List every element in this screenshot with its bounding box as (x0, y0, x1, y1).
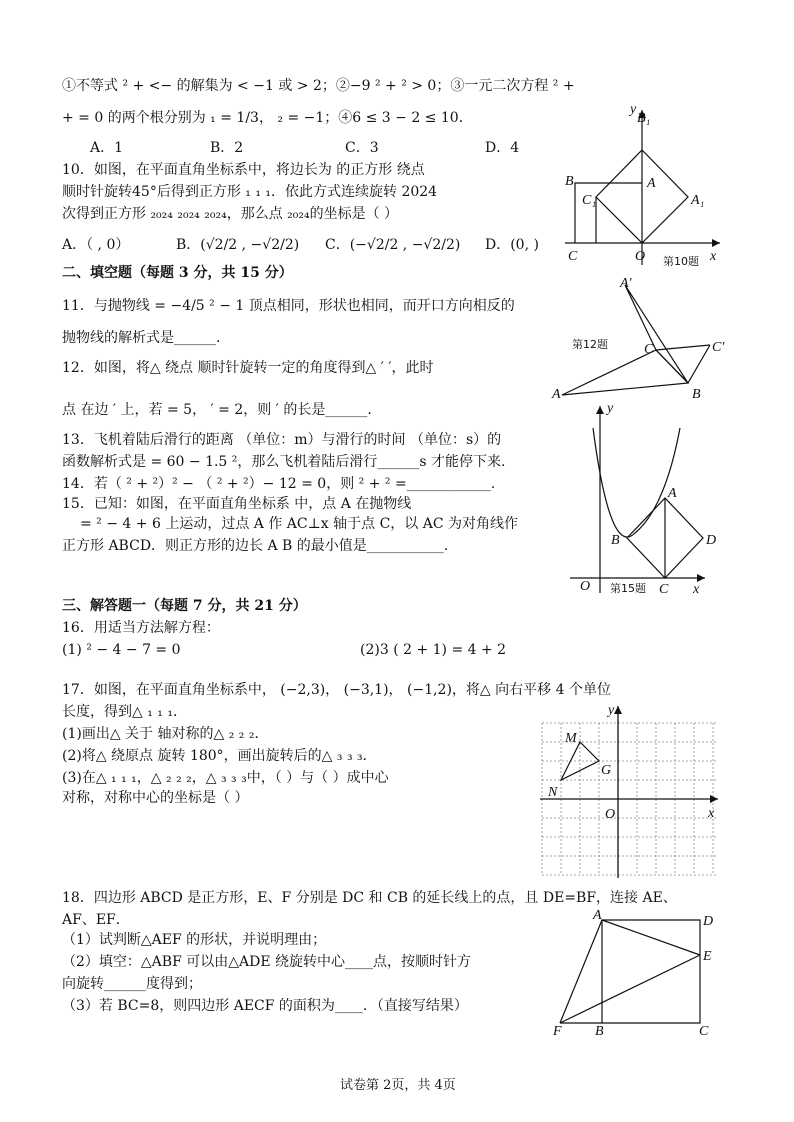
q18-line2: AF、EF． (62, 912, 130, 928)
q18-line1: 18．四边形 ABCD 是正方形，E、F 分别是 DC 和 CB 的延长线上的点，且 DE=BF，连接 AE、 (62, 890, 677, 906)
q17-part2: (2)将△ 绕原点 旋转 180°，画出旋转后的△ ₃ ₃ ₃． (62, 748, 377, 764)
q17-part3: (3)在△ ₁ ₁ ₁，△ ₂ ₂ ₂，△ ₃ ₃ ₃中，（ ）与（ ）成中心 (62, 770, 389, 786)
caption-q15: 第15题 (610, 582, 646, 595)
q15-line2: = ² − 4 + 6 上运动，过点 A 作 AC⊥x 轴于点 C，以 AC 为对角线作 (80, 516, 518, 532)
q10-option-c: C．(−√2/2 , −√2/2) (325, 237, 461, 253)
q13-line2: 函数解析式是 = 60 − 1.5 ²，那么飞机着陆后滑行______s 才能停下来. (62, 454, 506, 470)
q9-option-d: D．4 (485, 140, 520, 156)
figure-q10 (560, 100, 730, 268)
label-ap: A′ (620, 276, 632, 291)
label-y-q15: y (607, 401, 614, 416)
q10-line3: 次得到正方形 ₂₀₂₄ ₂₀₂₄ ₂₀₂₄，那么点 ₂₀₂₄的坐标是（ ） (62, 206, 399, 222)
label-x-q15: x (693, 582, 700, 597)
q9-option-c: C．3 (345, 140, 379, 156)
q15-line3: 正方形 ABCD．则正方形的边长 A B 的最小值是___________. (62, 538, 449, 554)
label-e-q18: E (703, 949, 712, 964)
page-footer: 试卷第 2页，共 4页 (340, 1078, 456, 1093)
label-d-q18: D (703, 914, 714, 929)
q17-part1: (1)画出△ 关于 轴对称的△ ₂ ₂ ₂． (62, 726, 269, 742)
figure-q15 (565, 398, 735, 598)
label-c1: C₁ (582, 193, 597, 208)
q10-option-d: D．(0, ) (485, 237, 539, 253)
q16-part1: (1) ² − 4 − 7 = 0 (62, 642, 181, 658)
q16-part2: (2)3 ( 2 + 1) = 4 + 2 (360, 642, 507, 658)
label-b-q15: B (611, 533, 620, 548)
section-3-title: 三、解答题一（每题 7 分，共 21 分） (62, 598, 307, 614)
label-d-q15: D (706, 533, 717, 548)
q11-line1: 11．与抛物线 = −4/5 ² − 1 顶点相同，形状也相同，而开口方向相反的 (62, 298, 515, 314)
q9-line2: + = 0 的两个根分别为 ₁ = 1/3， ₂ = −1；④6 ≤ 3 − 2 ≤ 10． (62, 110, 473, 126)
q10-line1: 10．如图，在平面直角坐标系中，将边长为 的正方形 绕点 (62, 162, 425, 178)
label-b-q12: B (692, 387, 701, 402)
label-y-q10: y (630, 102, 637, 117)
label-a-q15: A (668, 486, 677, 501)
section-2-title: 二、填空题（每题 3 分，共 15 分） (62, 265, 293, 281)
figure-q17 (536, 702, 726, 880)
caption-q10: 第10题 (663, 255, 699, 268)
label-a1: A₁ (691, 193, 705, 208)
figure-q18 (545, 905, 725, 1040)
label-o-q15: O (580, 579, 591, 594)
label-b-q10: B (565, 174, 574, 189)
label-c-q12: C (644, 342, 654, 357)
q18-part4: （3）若 BC=8，则四边形 AECF 的面积为____．（直接写结果） (62, 998, 468, 1014)
q18-part3: 向旋转______度得到； (62, 976, 202, 992)
label-x-q10: x (710, 249, 717, 264)
label-f-q18: F (553, 1024, 562, 1039)
q13-line1: 13．飞机着陆后滑行的距离 （单位：m）与滑行的时间 （单位：s）的 (62, 432, 502, 448)
q17-part4: 对称，对称中心的坐标是（ ） (62, 790, 249, 806)
q15-line1: 15．已知：如图，在平面直角坐标系 中，点 A 在抛物线 (62, 496, 412, 512)
q10-line2: 顺时针旋转45°后得到正方形 ₁ ₁ ₁．依此方式连续旋转 2024 (62, 184, 438, 200)
q9-option-a: A．1 (90, 140, 124, 156)
q9-line1: ①不等式 ² + <− 的解集为 < −1 或 > 2；②−9 ² + ² > 0；③一元二次方程 ² + (62, 78, 575, 94)
q10-option-a: A．（ , 0） (62, 237, 130, 253)
label-y-q17: y (608, 703, 615, 718)
label-n: N (548, 785, 558, 800)
q17-line1: 17．如图，在平面直角坐标系中， (−2,3)， (−3,1)， (−1,2)，将△ 向右平移 4 个单位 (62, 682, 611, 698)
q12-line2: 点 在边 ′ 上，若 = 5， ′ = 2，则 ′ 的长是______. (62, 402, 372, 418)
label-m: M (565, 731, 577, 746)
label-g: G (601, 763, 612, 778)
q16-title: 16．用适当方法解方程： (62, 620, 220, 636)
label-a-q12: A (552, 387, 561, 402)
label-o-q17: O (605, 807, 616, 822)
label-b-q18: B (595, 1024, 604, 1039)
q12-line1: 12．如图，将△ 绕点 顺时针旋转一定的角度得到△ ′ ′，此时 (62, 360, 434, 376)
q11-line2: 抛物线的解析式是______. (62, 330, 221, 346)
q9-option-b: B．2 (210, 140, 244, 156)
q18-part2: （2）填空：△ABF 可以由△ADE 绕旋转中心____点，按顺时针方 (62, 954, 472, 970)
q17-line2: 长度，得到△ ₁ ₁ ₁． (62, 704, 187, 720)
label-c-q15: C (659, 582, 669, 597)
label-a-q18: A (593, 908, 602, 923)
label-x-q17: x (708, 806, 715, 821)
label-a-q10: A (647, 176, 656, 191)
q18-part1: （1）试判断△AEF 的形状，并说明理由； (62, 932, 327, 948)
label-c-q10: C (568, 249, 578, 264)
caption-q12: 第12题 (572, 338, 608, 351)
label-cp: C′ (712, 340, 725, 355)
q14-text: 14．若（ ² + ²）² − （ ² + ²）− 12 = 0，则 ² + ² =____________. (62, 476, 496, 492)
label-c-q18: C (699, 1024, 709, 1039)
label-o-q10: O (635, 249, 646, 264)
label-b1: B₁ (637, 111, 651, 126)
figure-q12 (550, 275, 750, 405)
q10-option-b: B．(√2/2 , −√2/2) (176, 237, 300, 253)
